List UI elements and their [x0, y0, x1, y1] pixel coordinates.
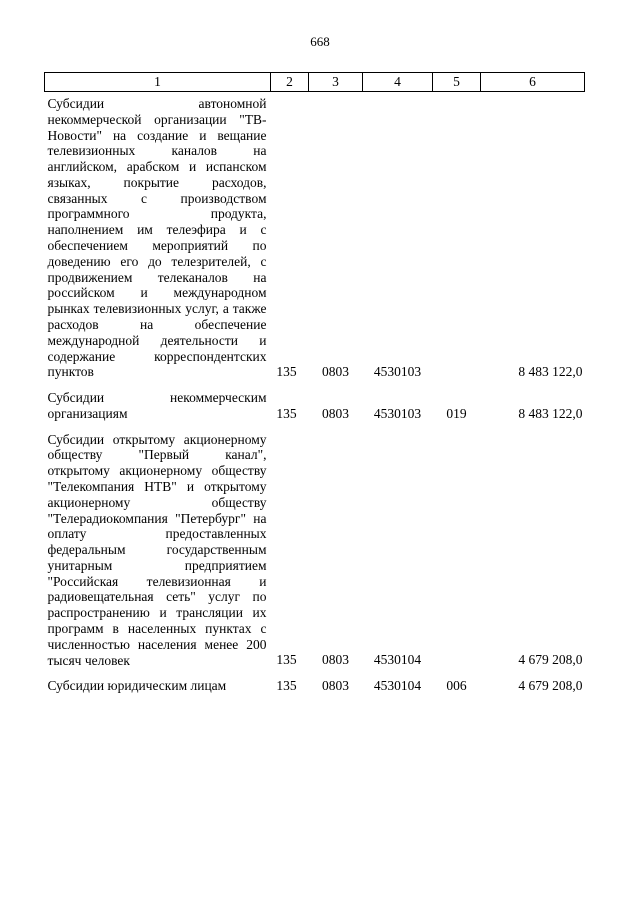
- row-code-3: 0803: [322, 652, 349, 668]
- row-code-4: 4530104: [373, 678, 422, 694]
- budget-table: [44, 72, 585, 700]
- row-amount: 8 483 122,0: [518, 405, 583, 421]
- row-code-4: 4530103: [373, 364, 422, 380]
- row-description: Субсидии открытому акционерному обществу "Первый канал", открытому акционерному обществу "Телекомпания НТВ" и открытому акционерному обществу "Телерадиокомпания "Петербург" на оплату предоставленных федеральным государственным унитарным предприятием "Российская телевизионная и радиовещательная сеть" услуг по распространению и трансляции их программ в населенных пунктах с численностью населения менее 200 тысяч человек: [47, 431, 267, 668]
- row-code-4: 4530104: [373, 652, 422, 668]
- table-row: [45, 92, 585, 387]
- row-code-2: 135: [276, 652, 297, 668]
- header-col-4: 4: [363, 73, 433, 92]
- row-code-5: 006: [446, 678, 467, 694]
- row-amount: 4 679 208,0: [518, 652, 583, 668]
- row-code-5: [433, 428, 481, 675]
- header-col-6: 6: [481, 73, 585, 92]
- header-row: [45, 73, 585, 92]
- row-amount: 8 483 122,0: [518, 364, 583, 380]
- row-description: Субсидии юридическим лицам: [47, 678, 227, 694]
- table-row: [45, 674, 585, 700]
- table-row: [45, 386, 585, 428]
- row-code-5: 019: [446, 405, 467, 421]
- row-code-3: 0803: [322, 405, 349, 421]
- row-code-2: 135: [276, 678, 297, 694]
- page-number: 668: [310, 34, 330, 49]
- table-row: [45, 428, 585, 675]
- row-code-4: 4530103: [373, 405, 422, 421]
- header-col-1: 1: [45, 73, 271, 92]
- header-col-3: 3: [309, 73, 363, 92]
- row-code-3: 0803: [322, 678, 349, 694]
- row-code-3: 0803: [322, 364, 349, 380]
- row-description: Субсидии автономной некоммерческой организации "ТВ-Новости" на создание и вещание телевизионных каналов на английском, арабском и испанском языках, покрытие расходов, связанных с производством программного продукта, наполнением им телеэфира и с обеспечением мероприятий по доведению его до телезрителей, с продвижением телеканалов на российском и международном рынках телевизионных услуг, а также расходов на обеспечение международной деятельности и содержание корреспондентских пунктов: [47, 96, 267, 380]
- header-col-2: 2: [271, 73, 309, 92]
- header-col-5: 5: [433, 73, 481, 92]
- row-code-2: 135: [276, 364, 297, 380]
- row-code-5: [433, 92, 481, 387]
- row-amount: 4 679 208,0: [518, 678, 583, 694]
- row-description: Субсидии некоммерческим организациям: [47, 390, 267, 421]
- row-code-2: 135: [276, 405, 297, 421]
